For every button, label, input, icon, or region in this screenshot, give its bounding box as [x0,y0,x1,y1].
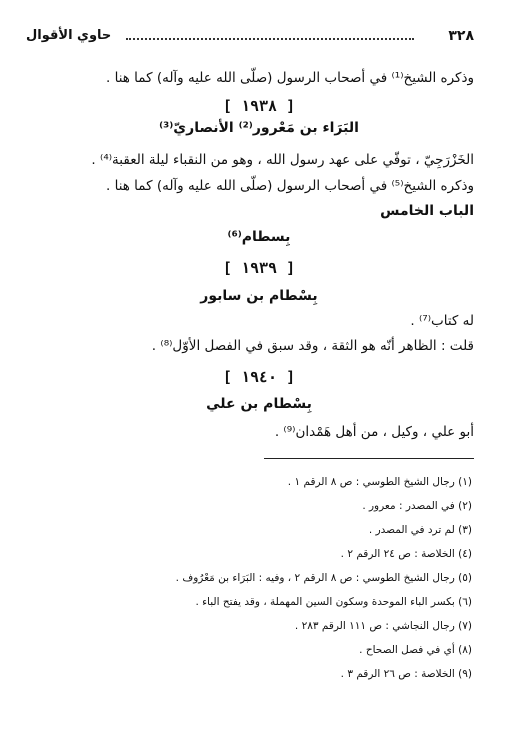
entry-number-1940: [ ١٩٤٠ ] [222,368,296,386]
entry-number-1938: [ ١٩٣٨ ] [222,97,296,115]
body-line-2: الخَزْرَجِيّ ، توفّي على عهد رسول الله ، وهو من النقباء ليلة العقبة⁽⁴⁾ . [91,152,474,168]
running-title: حاوي الأقوال [26,28,112,43]
footnote-item: (٤) الخلاصة : ص ٢٤ الرقم ٢ . [340,548,472,560]
body-line-3: وذكره الشيخ⁽⁵⁾ في أصحاب الرسول (صلّى الله عليه وآله) كما هنا . [106,178,474,194]
footnote-item: (٢) في المصدر : معرور . [362,500,472,512]
footnote-item: (٩) الخلاصة : ص ٢٦ الرقم ٣ . [340,668,472,680]
footnote-item: (٦) بكسر الباء الموحدة وسكون السين المهملة ، وقد يفتح الباء . [195,596,472,608]
page-header [26,28,474,50]
header-leader-dots [126,38,414,40]
footnote-item: (٣) لم ترد في المصدر . [368,524,472,536]
chapter-subject: بِسطام⁽⁶⁾ [227,229,291,245]
footnote-item: (٥) رجال الشيخ الطوسي : ص ٨ الرقم ٢ ، وفيه : البَرَاء بن مَعْرُوف . [175,572,472,584]
entry-title-1939: بِسْطام بن سابور [200,288,318,304]
body-line-1: وذكره الشيخ⁽¹⁾ في أصحاب الرسول (صلّى الله عليه وآله) كما هنا . [106,70,474,86]
footnote-item: (٧) رجال النجاشي : ص ١١١ الرقم ٢٨٣ . [294,620,472,632]
footnote-item: (٨) أي في فصل الصحاح . [359,644,472,656]
page-number: ٣٢٨ [448,28,474,44]
body-line-5: قلت : الظاهر أنّه هو الثقة ، وقد سبق في الفصل الأوّل⁽⁸⁾ . [151,338,474,354]
body-line-6: أبو علي ، وكيل ، من أهل هَمْدان⁽⁹⁾ . [274,424,474,440]
body-line-4: له كتاب⁽⁷⁾ . [410,313,474,329]
footnote-item: (١) رجال الشيخ الطوسي : ص ٨ الرقم ١ . [287,476,472,488]
entry-title-1938: البَرَاء بن مَعْرور⁽²⁾ الأنصاريّ⁽³⁾ [159,120,359,136]
footnote-separator [264,458,474,459]
chapter-heading: الباب الخامس [380,203,474,219]
entry-title-1940: بِسْطام بن علي [206,396,312,412]
entry-number-1939: [ ١٩٣٩ ] [222,259,296,277]
